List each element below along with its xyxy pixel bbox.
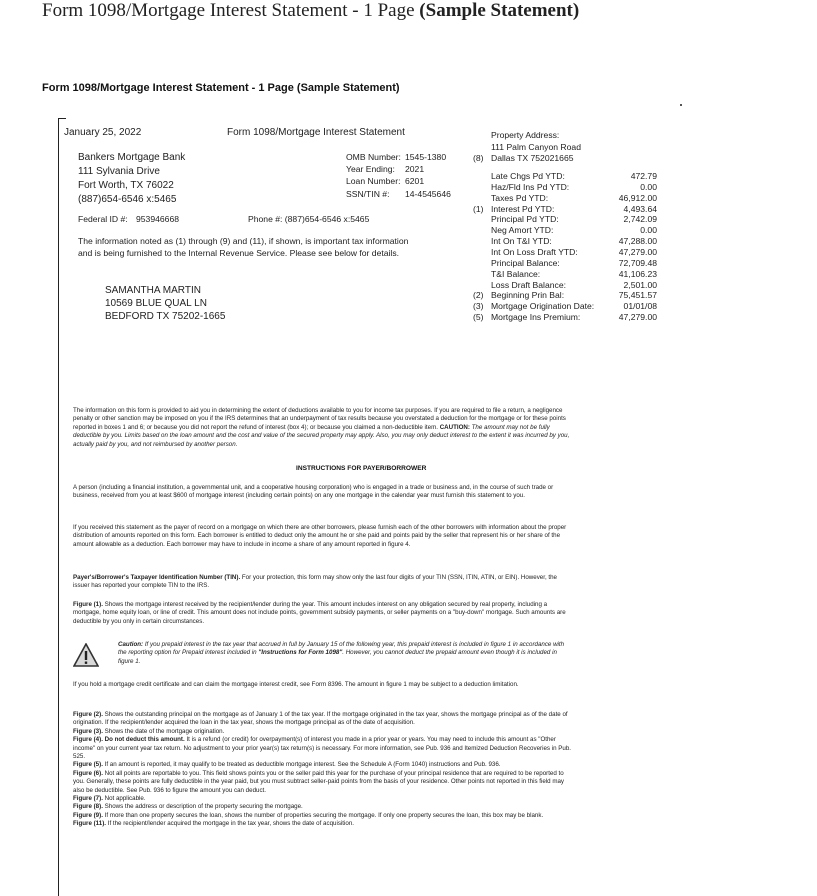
row-value: 472.79 xyxy=(630,171,657,181)
row-label: Principal Pd YTD: xyxy=(491,214,559,225)
figure-text: If the recipient/lender acquired the mortgage in the tax year, shows the date of acquisition. xyxy=(106,820,355,828)
row-label: T&I Balance: xyxy=(491,268,541,279)
figure-text: Not applicable. xyxy=(102,795,146,803)
statement-form-title: Form 1098/Mortgage Interest Statement xyxy=(227,127,405,138)
intro-caution-label: CAUTION: xyxy=(439,423,470,431)
figure-heading: Figure (11). xyxy=(73,820,107,828)
row-label: Haz/Fld Ins Pd YTD: xyxy=(491,181,570,192)
figure-item xyxy=(73,728,573,736)
property-street: 111 Palm Canyon Road xyxy=(491,142,581,152)
row-value: 41,106.23 xyxy=(618,268,657,279)
figure-heading: Figure (7). xyxy=(73,795,103,803)
row-value: 0.00 xyxy=(640,181,657,192)
warning-icon xyxy=(73,643,99,667)
year-ending-label: Year Ending: xyxy=(346,164,395,174)
instructions-p2: If you received this statement as the payer of record on a mortgage on which there are other borrowers, please furnish each of the other borrowers with information about the proper distribution of amounts reported on this form. Each borrower is entitled to deduct only the amount he or she paid and points paid by the seller that represent his or her share of the amount allowable as a deduction. Each borrower may have to include in income a share of any amount reported in figure 4. xyxy=(73,524,567,548)
row-value: 01/01/08 xyxy=(623,301,657,312)
caution-text: If you prepaid interest in the tax year that accrued in full by January 15 of the following year, this prepaid interest is included in figure 1 in accordance with the reporting option for Prepaid interest included in xyxy=(118,641,565,657)
figure-text: Shows the outstanding principal on the mortgage as of January 1 of the tax year. If the mortgage originated in the tax year, shows the mortgage principal as of the date of origination. If the recipient/lender acquired the loan in the tax year, shows the mortgage principal as of the date of acquisition. xyxy=(73,711,568,727)
figure-1-text: Shows the mortgage interest received by the recipient/lender during the year. This amount includes interest on any obligation secured by real property, including a mortgage, home equity loan, or line of credit. This amount does not include points, government subsidy payments, or seller payments on a "buy-down" mortgage. Such amounts are deductible by you only in certain circumstances. xyxy=(73,601,566,625)
tin-heading: Payer's/Borrower's Taxpayer Identification Number (TIN). xyxy=(73,574,241,581)
row-value: 75,451.57 xyxy=(618,290,657,301)
omb-value: 1545-1380 xyxy=(405,152,447,162)
row-value: 47,279.00 xyxy=(618,246,657,257)
figure-text: If more than one property secures the loan, shows the number of properties securing the mortgage. If only one property secures the loan, this box may be blank. xyxy=(102,811,544,819)
caution-text-end: . However, you cannot deduct the prepaid amount even though it is included in figure 1. xyxy=(118,649,557,665)
page-title-text: Form 1098/Mortgage Interest Statement - 1 Page xyxy=(42,0,420,21)
row-value: 2,501.00 xyxy=(623,279,657,290)
instructions-p3 xyxy=(73,574,573,591)
page-title-bold: (Sample Statement) xyxy=(419,0,580,21)
omb-label: OMB Number: xyxy=(346,152,401,162)
borrower-city: BEDFORD TX 75202-1665 xyxy=(105,311,226,322)
figure-item xyxy=(73,770,573,795)
ssn-tin-value: 14-4545646 xyxy=(405,189,451,199)
tin-text: For your protection, this form may show only the last four digits of your TIN (SSN, ITIN, ATIN, or EIN). However, the issuer has reported your complete TIN to the IRS. xyxy=(73,574,558,590)
loan-number-label: Loan Number: xyxy=(346,176,401,186)
figure-item xyxy=(73,736,573,761)
figures-list xyxy=(73,711,573,829)
row-marker: (3) xyxy=(473,301,484,312)
figure-heading: Figure (9). xyxy=(73,811,103,819)
row-marker: (5) xyxy=(473,312,484,323)
ssn-tin-label: SSN/TIN #: xyxy=(346,189,390,199)
property-address-label: Property Address: xyxy=(491,130,560,140)
caution-label: Caution: xyxy=(118,641,144,648)
intro-paragraph xyxy=(73,407,573,449)
borrower-name: SAMANTHA MARTIN xyxy=(105,285,201,296)
property-marker: (8) xyxy=(473,153,484,163)
stray-dot xyxy=(680,104,682,106)
phone-line: Phone #: (887)654-6546 x:5465 xyxy=(248,214,370,224)
figure-item xyxy=(73,761,573,769)
lender-city: Fort Worth, TX 76022 xyxy=(78,180,174,191)
row-value: 47,279.00 xyxy=(618,312,657,323)
row-marker: (1) xyxy=(473,203,484,214)
statement-date: January 25, 2022 xyxy=(64,127,142,138)
federal-id-value: 953946668 xyxy=(136,214,180,224)
figure-item xyxy=(73,803,573,811)
figure-heading: Figure (3). xyxy=(73,727,103,735)
figure-item xyxy=(73,711,573,728)
row-value: 4,493.64 xyxy=(623,203,657,214)
row-label: Neg Amort YTD: xyxy=(491,225,554,236)
row-label: Int On Loss Draft YTD: xyxy=(491,246,578,257)
info-line-2: and is being furnished to the Internal Revenue Service. Please see below for details. xyxy=(78,248,400,258)
figure-text: If an amount is reported, it may qualify to be treated as deductible mortgage interest. See the Schedule A (Form 1040) instructions and Pub. 936. xyxy=(102,761,501,769)
figure-text: It is a refund (or credit) for overpayment(s) of interest you made in a prior year or years. You may need to include this amount as "Other income" on your current year tax return. No adjustment to your prior year(s) tax return(s) is necessary. For more information, see Pub. 936 and Itemized Deduction Recoveries in Pub. 525. xyxy=(73,736,571,761)
figure-heading: Figure (4). Do not deduct this amount. xyxy=(73,736,185,744)
row-label: Principal Balance: xyxy=(491,257,560,268)
instructions-p4 xyxy=(73,601,573,626)
federal-id-label: Federal ID #: xyxy=(78,214,128,224)
intro-text: The information on this form is provided to aid you in determining the extent of deductions available to you for income tax purposes. If you are required to file a return, a negligence penalty or other sanction may be imposed on you if the IRS determines that an underpayment of tax results because you overstated a deduction for the mortgage or for these points reported in boxes 1 and 6; or because you did not report the refund of interest (box 4); or because you claimed a non-deductible item. xyxy=(73,407,566,431)
row-label: Loss Draft Balance: xyxy=(491,279,566,290)
lender-name: Bankers Mortgage Bank xyxy=(78,152,186,163)
instructions-p1: A person (including a financial institution, a governmental unit, and a cooperative housing corporation) who is engaged in a trade or business and, in the course of such trade or business, received from you at least $600 of mortgage interest (including certain points) on any one mortgage in the calendar year must furnish this statement to you. xyxy=(73,484,554,500)
row-value: 47,288.00 xyxy=(618,236,657,247)
figure-heading: Figure (2). xyxy=(73,711,103,718)
row-label: Int On T&I YTD: xyxy=(491,236,552,247)
document-subtitle: Form 1098/Mortgage Interest Statement - 1 Page (Sample Statement) xyxy=(42,82,400,94)
info-line-1: The information noted as (1) through (9) and (11), if shown, is important tax information xyxy=(78,236,409,246)
frame-left-border xyxy=(58,118,59,896)
row-label: Mortgage Ins Premium: xyxy=(491,312,581,323)
figure-heading: Figure (8). xyxy=(73,803,103,811)
row-value: 0.00 xyxy=(640,225,657,236)
figure-item xyxy=(73,812,573,820)
figure-heading: Figure (5). xyxy=(73,761,103,769)
figure-text: Not all points are reportable to you. This field shows points you or the seller paid this year for the purchase of your principal residence that are required to be reported to you. Generally, these points are fully deductible in the year paid, but you must subtract seller-paid points from the basis of your residence. Other points not reported in this field may also be deductible. See Pub. 936 to figure the amount you can deduct. xyxy=(73,769,565,794)
borrower-street: 10569 BLUE QUAL LN xyxy=(105,298,207,309)
instructions-heading: INSTRUCTIONS FOR PAYER/BORROWER xyxy=(296,465,427,472)
property-city: Dallas TX 752021665 xyxy=(491,153,574,163)
figure-text: Shows the address or description of the property securing the mortgage. xyxy=(102,803,303,811)
loan-number-value: 6201 xyxy=(405,176,425,186)
row-marker: (2) xyxy=(473,290,484,301)
intro-caution-text: The amount may not be fully deductible by you. Limits based on the loan amount and the cost and value of the secured property may apply. Also, you may only deduct interest to the extent it was incurred by you, actually paid by you, and not reimbursed by another person. xyxy=(73,423,570,448)
row-value: 46,912.00 xyxy=(618,192,657,203)
figure-item xyxy=(73,795,573,803)
row-label: Taxes Pd YTD: xyxy=(491,192,549,203)
year-ending-value: 2021 xyxy=(405,164,425,174)
figure-1-heading: Figure (1). xyxy=(73,601,103,608)
frame-top-tick xyxy=(58,118,66,119)
lender-phone: (887)654-6546 x:5465 xyxy=(78,194,177,205)
caution-block xyxy=(118,641,568,666)
figure-text: Shows the date of the mortgage origination. xyxy=(102,727,225,735)
row-label: Mortgage Origination Date: xyxy=(491,301,595,312)
row-value: 2,742.09 xyxy=(623,214,657,225)
row-label: Interest Pd YTD: xyxy=(491,203,555,214)
figure-heading: Figure (6). xyxy=(73,769,103,777)
instructions-p5: If you hold a mortgage credit certificate and can claim the mortgage interest credit, see Form 8396. The amount in figure 1 may be subject to a deduction limitation. xyxy=(73,681,519,688)
lender-street: 111 Sylvania Drive xyxy=(78,166,160,177)
row-value: 72,709.48 xyxy=(618,257,657,268)
row-label: Late Chgs Pd YTD: xyxy=(491,171,565,181)
row-label: Beginning Prin Bal: xyxy=(491,290,565,301)
page-title xyxy=(42,0,579,22)
caution-bold-ref: "Instructions for Form 1098" xyxy=(258,649,343,657)
figure-item xyxy=(73,820,573,828)
